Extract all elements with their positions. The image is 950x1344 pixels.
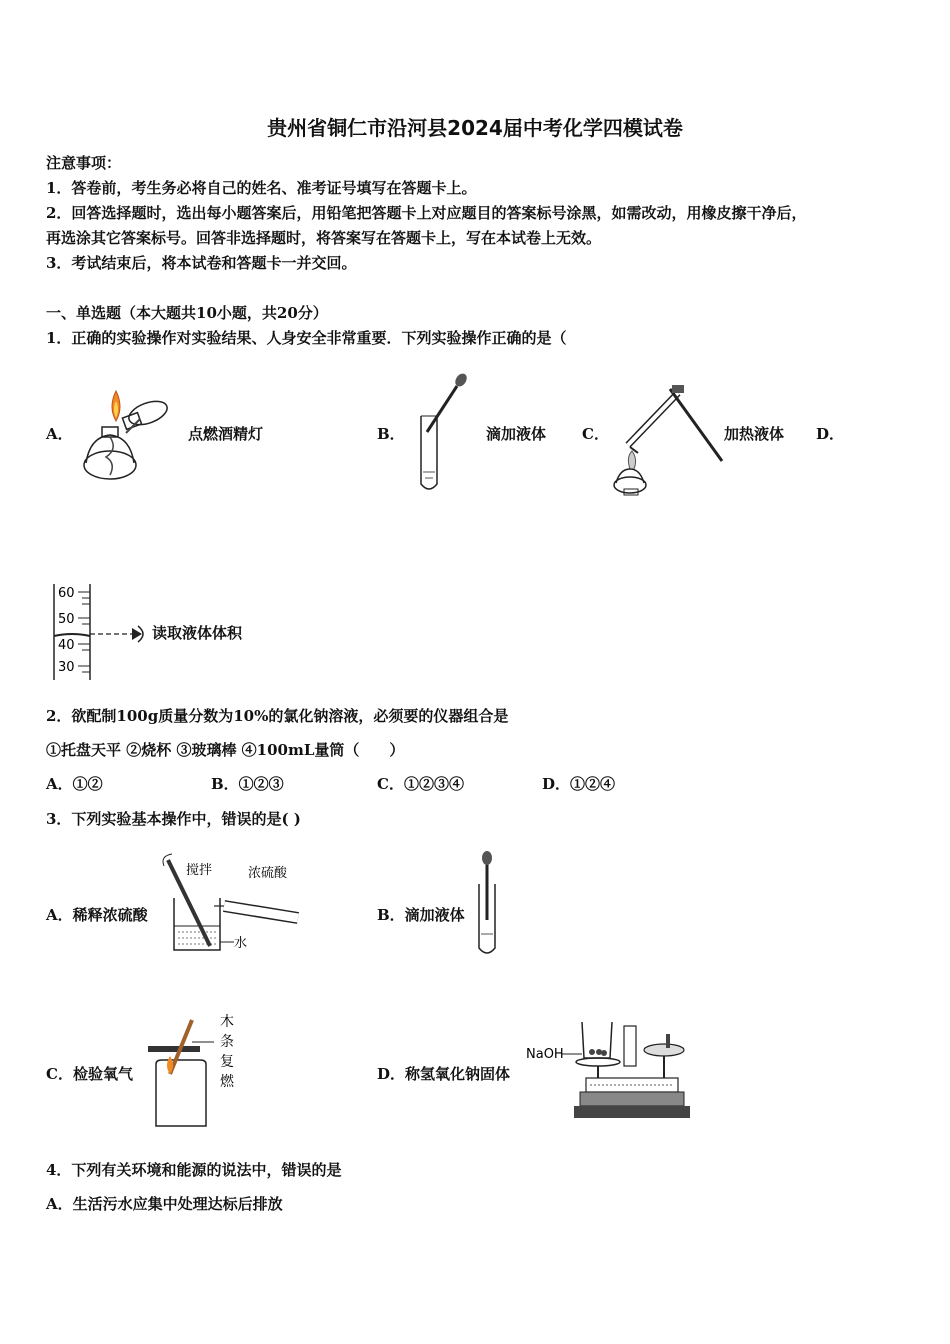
notice-heading: 注意事项： [46, 154, 122, 172]
q1-option-c-caption: 加热液体 [724, 425, 785, 443]
q4-option-a: A．生活污水应集中处理达标后排放 [46, 1195, 283, 1213]
q1-stem: 1．正确的实验操作对实验结果、人身安全非常重要．下列实验操作正确的是（ [46, 329, 567, 347]
q2-option-d: D．①②④ [542, 775, 616, 793]
alcohol-lamp-lighting-figure [80, 385, 180, 490]
water-label: 水 [234, 936, 248, 951]
stick-label-char: 条 [220, 1034, 234, 1050]
q2-option-a: A．①② [46, 775, 103, 793]
stick-label-char: 木 [220, 1014, 234, 1030]
q3-option-b: B．滴加液体 [377, 906, 465, 924]
notice-item: 1．答卷前，考生务必将自己的姓名、准考证号填写在答题卡上。 [46, 179, 477, 197]
q1-option-a-letter: A． [46, 425, 73, 443]
q1-option-d-letter: D． [816, 425, 845, 443]
notice-item: 3．考试结束后，将本试卷和答题卡一并交回。 [46, 254, 357, 272]
section-heading: 一、单选题（本大题共10小题，共20分） [46, 304, 328, 322]
stick-label-char: 复 [220, 1054, 234, 1070]
q3-stem: 3．下列实验基本操作中，错误的是( ) [46, 810, 301, 828]
q3-option-d: D．称氢氧化钠固体 [377, 1065, 511, 1083]
q1-option-d-caption: 读取液体体积 [152, 624, 243, 642]
q4-stem: 4．下列有关环境和能源的说法中，错误的是 [46, 1161, 342, 1179]
q2-stem: 2．欲配制100g质量分数为10%的氯化钠溶液，必须要的仪器组合是 [46, 707, 509, 725]
q1-option-b-caption: 滴加液体 [486, 425, 547, 443]
q2-items: ①托盘天平 ②烧杯 ③玻璃棒 ④100mL量筒（ ） [46, 741, 405, 759]
q1-option-b-letter: B． [377, 425, 405, 443]
graduated-cylinder-figure [50, 584, 150, 684]
naoh-label: NaOH [526, 1047, 564, 1062]
oxygen-test-figure [148, 1012, 248, 1130]
stick-label-char: 燃 [220, 1074, 234, 1090]
page-title: 贵州省铜仁市沿河县2024届中考化学四模试卷 [267, 116, 683, 140]
cylinder-tick: 60 [58, 586, 75, 601]
q3-option-a: A．稀释浓硫酸 [46, 906, 148, 924]
cylinder-tick: 50 [58, 612, 75, 627]
q2-option-c: C．①②③④ [377, 775, 464, 793]
diluting-acid-figure [160, 850, 310, 962]
cylinder-tick: 40 [58, 638, 75, 653]
balance-figure [524, 1016, 694, 1126]
dropper-vertical-figure [474, 850, 504, 958]
cylinder-tick: 30 [58, 660, 75, 675]
q1-option-a-caption: 点燃酒精灯 [188, 425, 264, 443]
notice-item: 再选涂其它答案标号。回答非选择题时，将答案写在答题卡上，写在本试卷上无效。 [46, 229, 602, 247]
acid-label: 浓硫酸 [248, 866, 288, 881]
notice-item: 2．回答选择题时，选出每小题答案后，用铅笔把答题卡上对应题目的答案标号涂黑，如需改动，用橡皮擦干净后， [46, 204, 807, 222]
dropper-test-tube-figure [415, 372, 475, 494]
q3-option-c: C．检验氧气 [46, 1065, 133, 1083]
stir-label: 搅拌 [186, 863, 213, 878]
q2-option-b: B．①②③ [211, 775, 284, 793]
heating-liquid-figure [608, 385, 728, 500]
q1-option-c-letter: C． [582, 425, 609, 443]
